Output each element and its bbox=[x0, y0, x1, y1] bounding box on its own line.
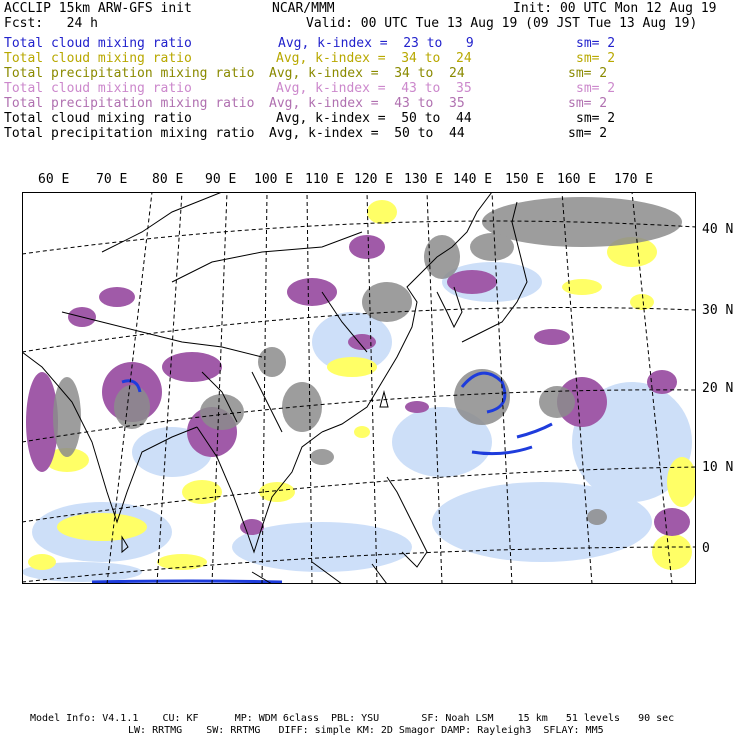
legend-avg-2: Avg, k-index = 34 to 24 bbox=[276, 51, 472, 66]
lon-label-80e: 80 E bbox=[152, 172, 184, 187]
org-label: NCAR/MMM bbox=[272, 1, 335, 16]
lon-label-90e: 90 E bbox=[205, 172, 237, 187]
legend-field-3: Total precipitation mixing ratio bbox=[4, 66, 255, 81]
legend-avg-4: Avg, k-index = 43 to 35 bbox=[276, 81, 472, 96]
legend-sm-3: sm= 2 bbox=[568, 66, 608, 81]
lon-label-140e: 140 E bbox=[453, 172, 493, 187]
model-title: ACCLIP 15km ARW-GFS init bbox=[4, 1, 192, 16]
lon-label-160e: 160 E bbox=[557, 172, 597, 187]
legend-field-5: Total precipitation mixing ratio bbox=[4, 96, 255, 111]
lat-label-30n: 30 N bbox=[702, 303, 734, 318]
legend-avg-3: Avg, k-index = 34 to 24 bbox=[269, 66, 465, 81]
lon-label-130e: 130 E bbox=[404, 172, 444, 187]
lon-label-150e: 150 E bbox=[505, 172, 545, 187]
lon-label-110e: 110 E bbox=[305, 172, 345, 187]
legend-avg-7: Avg, k-index = 50 to 44 bbox=[269, 126, 465, 141]
model-info-line1: Model Info: V4.1.1 CU: KF MP: WDM 6class PBL: YSU SF: Noah LSM 15 km 51 levels 90 sec bbox=[30, 713, 675, 724]
lon-label-60e: 60 E bbox=[38, 172, 70, 187]
init-time: Init: 00 UTC Mon 12 Aug 19 bbox=[513, 1, 717, 16]
forecast-map bbox=[22, 192, 696, 584]
legend-sm-4: sm= 2 bbox=[576, 81, 616, 96]
legend-sm-2: sm= 2 bbox=[576, 51, 616, 66]
lon-label-100e: 100 E bbox=[254, 172, 294, 187]
legend-avg-6: Avg, k-index = 50 to 44 bbox=[276, 111, 472, 126]
legend-field-1: Total cloud mixing ratio bbox=[4, 36, 192, 51]
lat-label-40n: 40 N bbox=[702, 222, 734, 237]
model-info-line2: LW: RRTMG SW: RRTMG DIFF: simple KM: 2D Smagor DAMP: Rayleigh3 SFLAY: MM5 bbox=[128, 725, 604, 736]
legend-field-2: Total cloud mixing ratio bbox=[4, 51, 192, 66]
lat-label-20n: 20 N bbox=[702, 381, 734, 396]
legend-avg-1: Avg, k-index = 23 to 9 bbox=[278, 36, 474, 51]
lon-label-70e: 70 E bbox=[96, 172, 128, 187]
legend-avg-5: Avg, k-index = 43 to 35 bbox=[269, 96, 465, 111]
lon-label-120e: 120 E bbox=[354, 172, 394, 187]
lat-label-0: 0 bbox=[702, 541, 710, 556]
legend-sm-1: sm= 2 bbox=[576, 36, 616, 51]
legend-field-6: Total cloud mixing ratio bbox=[4, 111, 192, 126]
legend-field-7: Total precipitation mixing ratio bbox=[4, 126, 255, 141]
lon-label-170e: 170 E bbox=[614, 172, 654, 187]
forecast-hour: Fcst: 24 h bbox=[4, 16, 98, 31]
legend-sm-5: sm= 2 bbox=[568, 96, 608, 111]
legend-sm-6: sm= 2 bbox=[576, 111, 616, 126]
lat-label-10n: 10 N bbox=[702, 460, 734, 475]
legend-field-4: Total cloud mixing ratio bbox=[4, 81, 192, 96]
legend-sm-7: sm= 2 bbox=[568, 126, 608, 141]
valid-time: Valid: 00 UTC Tue 13 Aug 19 (09 JST Tue 13 Aug 19) bbox=[306, 16, 698, 31]
